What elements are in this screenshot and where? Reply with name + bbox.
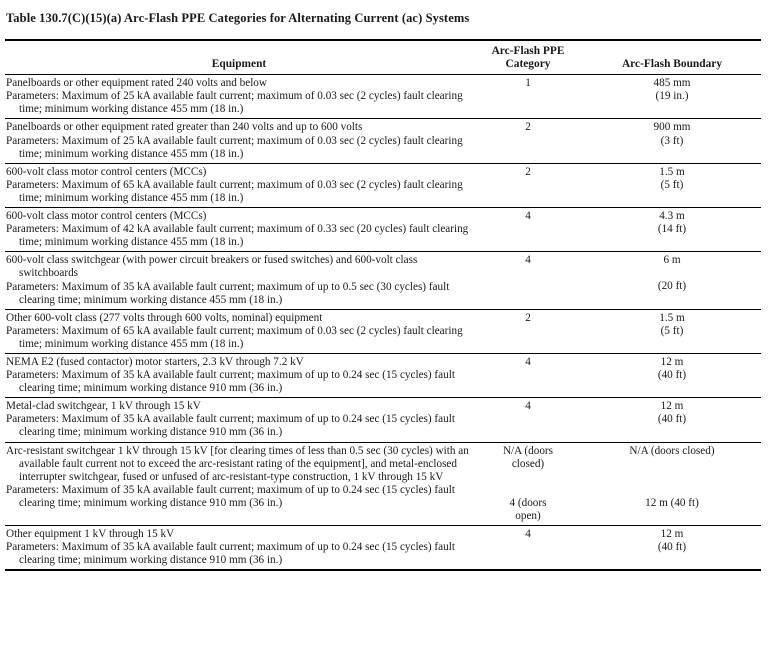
- boundary-imperial: (3 ft): [660, 134, 684, 147]
- equipment-cell: [5, 252, 473, 309]
- category-cell: 2: [525, 165, 531, 178]
- boundary-metric: 900 mm: [653, 121, 691, 134]
- equipment-text: Other equipment 1 kV through 15 kV: [6, 527, 175, 540]
- table-row: [5, 208, 761, 252]
- equipment-cell: [5, 442, 473, 525]
- boundary-cell: [583, 163, 761, 207]
- equipment-cell: [5, 208, 473, 252]
- equipment-cell: [5, 119, 473, 163]
- boundary-cell: [583, 252, 761, 309]
- equipment-text: NEMA E2 (fused contactor) motor starters, 2.3 kV through 7.2 kV: [6, 355, 304, 368]
- boundary-imperial: (14 ft): [657, 223, 687, 236]
- boundary-cell: [583, 309, 761, 353]
- boundary-cell: [583, 398, 761, 442]
- category-doors-open: 4 (doors open): [509, 496, 547, 522]
- category-cell: 4: [525, 355, 531, 368]
- category-cell: 4: [525, 210, 531, 223]
- boundary-cell: [583, 208, 761, 252]
- parameters-text: Parameters: Maximum of 25 kA available fault current; maximum of 0.03 sec (2 cycles) fault clearing time; minimum working distance 455 mm (18 in.): [6, 90, 463, 116]
- equipment-text: 600-volt class switchgear (with power circuit breakers or fused switches) and 600-volt class switchboards: [6, 254, 418, 280]
- boundary-cell: [583, 75, 761, 119]
- boundary-imperial: (5 ft): [660, 178, 684, 191]
- table-row: [5, 75, 761, 119]
- boundary-metric: 4.3 m: [659, 210, 685, 223]
- boundary-imperial: (5 ft): [660, 324, 684, 337]
- equipment-cell: [5, 525, 473, 570]
- boundary-imperial: (20 ft): [657, 280, 687, 293]
- boundary-imperial: (40 ft): [657, 369, 687, 382]
- category-cell: 4: [525, 400, 531, 413]
- parameters-text: Parameters: Maximum of 25 kA available fault current; maximum of 0.03 sec (2 cycles) fault clearing time; minimum working distance 455 mm (18 in.): [6, 134, 463, 160]
- parameters-text: Parameters: Maximum of 65 kA available fault current; maximum of 0.03 sec (2 cycles) fault clearing time; minimum working distance 455 mm (18 in.): [6, 178, 463, 204]
- equipment-cell: [5, 163, 473, 207]
- equipment-text: Arc-resistant switchgear 1 kV through 15 kV [for clearing times of less than 0.5 sec (30 cycles) with an available fault current not to exceed the arc-resistant rating of the equipment], and metal-enclosed interrupter switchgear, fused or unfused of arc-resistant-type construction, 1 kV through 15 kV: [6, 444, 469, 483]
- table-row: [5, 353, 761, 397]
- equipment-text: 600-volt class motor control centers (MCCs): [6, 165, 207, 178]
- equipment-text: Other 600-volt class (277 volts through 600 volts, nominal) equipment: [6, 311, 323, 324]
- boundary-metric: 12 m: [660, 400, 684, 413]
- arc-flash-ppe-table: [5, 39, 761, 571]
- equipment-text: Panelboards or other equipment rated 240 volts and below: [6, 77, 267, 90]
- boundary-imperial: (40 ft): [657, 413, 687, 426]
- category-cell: 2: [525, 121, 531, 134]
- parameters-text: Parameters: Maximum of 35 kA available fault current; maximum of up to 0.24 sec (15 cycles) fault clearing time; minimum working distance 910 mm (36 in.): [6, 369, 455, 395]
- equipment-text: Metal-clad switchgear, 1 kV through 15 kV: [6, 400, 201, 413]
- equipment-text: 600-volt class motor control centers (MCCs): [6, 210, 207, 223]
- parameters-text: Parameters: Maximum of 35 kA available fault current; maximum of up to 0.24 sec (15 cycles) fault clearing time; minimum working distance 910 mm (36 in.): [6, 413, 455, 439]
- equipment-text: Panelboards or other equipment rated greater than 240 volts and up to 600 volts: [6, 121, 363, 134]
- equipment-cell: [5, 309, 473, 353]
- equipment-cell: [5, 353, 473, 397]
- header-category: [473, 40, 583, 75]
- header-category-label: Arc-Flash PPE Category: [491, 45, 565, 71]
- boundary-metric: 485 mm: [653, 77, 691, 90]
- table-row: [5, 252, 761, 309]
- parameters-text: Parameters: Maximum of 35 kA available fault current; maximum of up to 0.24 sec (15 cycles) fault clearing time; minimum working distance 910 mm (36 in.): [6, 483, 455, 509]
- equipment-cell: [5, 398, 473, 442]
- boundary-doors-closed: N/A (doors closed): [629, 444, 715, 457]
- boundary-metric: 1.5 m: [659, 311, 685, 324]
- table-row: [5, 163, 761, 207]
- boundary-cell: [583, 525, 761, 570]
- parameters-text: Parameters: Maximum of 42 kA available fault current; maximum of 0.33 sec (20 cycles) fault clearing time; minimum working distance 455 mm (18 in.): [6, 223, 469, 249]
- category-cell: 1: [525, 77, 531, 90]
- parameters-text: Parameters: Maximum of 35 kA available fault current; maximum of up to 0.5 sec (30 cycles) fault clearing time; minimum working distance 455 mm (18 in.): [6, 280, 450, 306]
- table-row: [5, 119, 761, 163]
- category-cell: 4: [525, 527, 531, 540]
- boundary-metric: 12 m: [660, 527, 684, 540]
- boundary-doors-open: 12 m (40 ft): [645, 496, 699, 509]
- header-equipment: Equipment: [211, 58, 267, 71]
- table-title: Table 130.7(C)(15)(a) Arc-Flash PPE Categories for Alternating Current (ac) Systems: [6, 11, 470, 25]
- table-row: [5, 398, 761, 442]
- category-cell: 2: [525, 311, 531, 324]
- table-row: [5, 442, 761, 525]
- parameters-text: Parameters: Maximum of 35 kA available fault current; maximum of up to 0.24 sec (15 cycles) fault clearing time; minimum working distance 910 mm (36 in.): [6, 541, 455, 567]
- category-cell: [473, 442, 583, 525]
- table-row: [5, 525, 761, 570]
- boundary-cell: [583, 119, 761, 163]
- category-doors-closed: N/A (doors closed): [502, 444, 554, 470]
- table-row: [5, 309, 761, 353]
- boundary-imperial: (40 ft): [657, 541, 687, 553]
- parameters-text: Parameters: Maximum of 65 kA available fault current; maximum of 0.03 sec (2 cycles) fault clearing time; minimum working distance 455 mm (18 in.): [6, 324, 463, 350]
- boundary-metric: 1.5 m: [659, 165, 685, 178]
- header-boundary: Arc-Flash Boundary: [621, 58, 723, 71]
- table-header-row: [5, 40, 761, 75]
- boundary-cell: [583, 442, 761, 525]
- boundary-imperial: (19 in.): [655, 90, 689, 103]
- boundary-metric: 6 m: [663, 254, 681, 267]
- category-cell: 4: [525, 254, 531, 267]
- boundary-metric: 12 m: [660, 355, 684, 368]
- equipment-cell: [5, 75, 473, 119]
- boundary-cell: [583, 353, 761, 397]
